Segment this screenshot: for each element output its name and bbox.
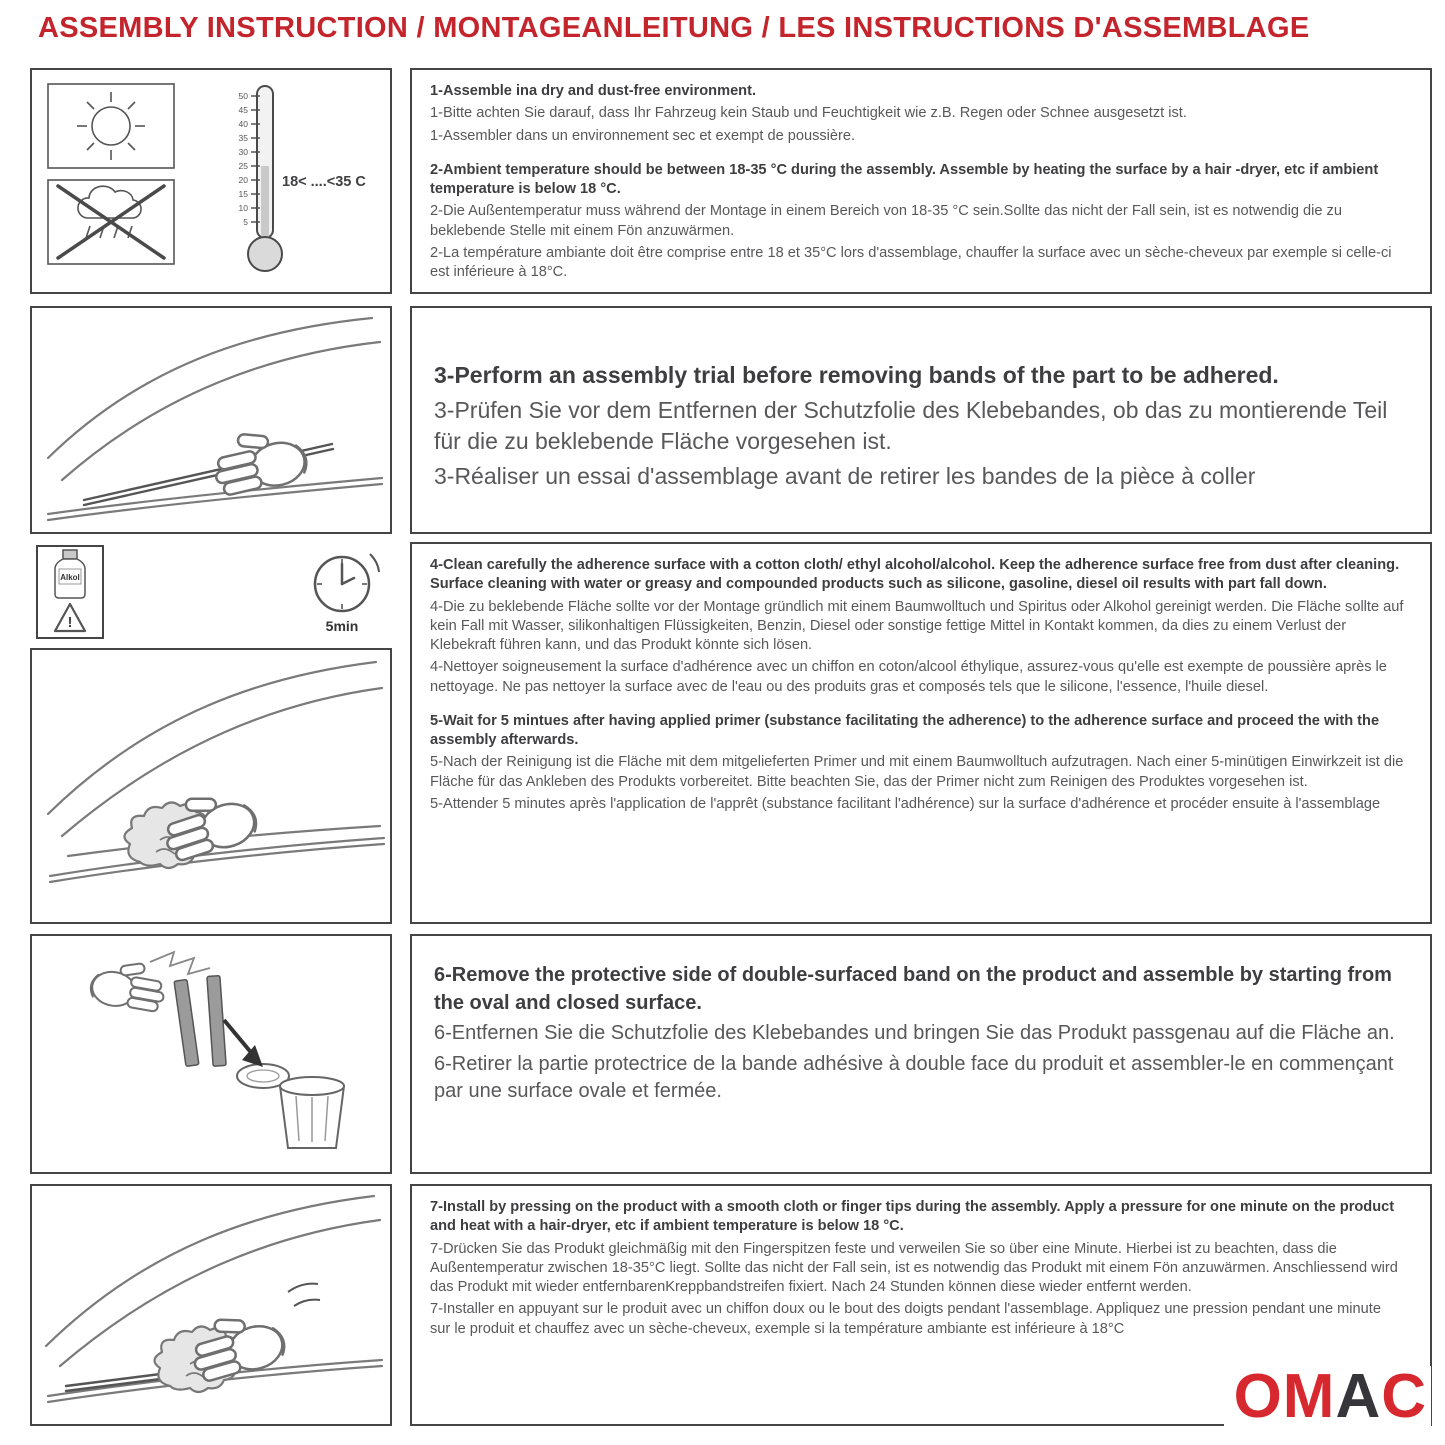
- sun-icon: [48, 84, 174, 168]
- illustration-remove-band: [30, 934, 392, 1174]
- therm-tick: 15: [238, 189, 248, 199]
- step-1-fr: 1-Assembler dans un environnement sec et exempt de poussière.: [430, 127, 856, 144]
- illustration-press: [30, 1184, 392, 1426]
- hand-icon: [88, 955, 168, 1014]
- step-5-de: 5-Nach der Reinigung ist die Fläche mit dem mitgelieferten Primer und mit einem Baumwolltuch aufzutragen. Nach einer 5-minütigen Einwirkzeit ist die Fläche für das Ankleben des Produkts vorbereitet. Bitte beachten Sie, das der Primer nicht zum Reinigen des Produktes vorgesehen ist.: [430, 754, 1404, 790]
- pressing-motion-lines: [288, 1284, 320, 1306]
- adhesive-strips: [174, 976, 226, 1067]
- car-door-frame: [48, 318, 382, 520]
- step-3-de: 3-Prüfen Sie vor dem Entfernen der Schutzfolie des Klebebandes, ob das zu montierende Teil für die zu beklebende Fläche vorgesehen ist.: [434, 396, 1388, 455]
- illustration-cleaning: [30, 648, 392, 924]
- step-7-fr: 7-Installer en appuyant sur le produit avec un chiffon doux ou le bout des doigts pendant l'assemblage. Appliquez une pression pendant une minute sur le produit et chauffez avec un sèche-cheveux, exemple si la température ambiante est inférieure à 18°C: [430, 1301, 1381, 1337]
- illustration-environment: [30, 68, 392, 294]
- step-2-de: 2-Die Außentemperatur muss während der Montage in einem Bereich von 18-35 °C sein.Sollte das nicht der Fall sein, ist es notwendig die zu beklebende Stelle mit einem Fön anzuwärmen.: [430, 203, 1342, 239]
- page-title: ASSEMBLY INSTRUCTION / MONTAGEANLEITUNG / LES INSTRUCTIONS D'ASSEMBLAGE: [38, 12, 1310, 44]
- brand-logo: [1224, 1362, 1431, 1431]
- section-steps-4-5: [410, 542, 1432, 924]
- trash-icon: [280, 1077, 344, 1148]
- step-7-en: 7-Install by pressing on the product with a smooth cloth or finger tips during the assembly. Apply a pressure for one minute on the product and heat with a hair-dryer, etc if ambient temperature is below 18 °C.: [430, 1199, 1395, 1235]
- logo-letter-c: C: [1381, 1362, 1427, 1431]
- step-2-fr: 2-La température ambiante doit être comprise entre 18 et 35°C lors d'assemblage, chauffer la surface avec un sèche-cheveux par exemple si celle-ci est inférieure à 18°C.: [430, 244, 1392, 280]
- step-4-fr: 4-Nettoyer soigneusement la surface d'adhérence avec un chiffon en coton/alcool éthylique, assurez-vous qu'elle est exempte de poussière après le nettoyage. Ne pas nettoyer la surface avec de l'eau ou des produits gras et composés tels que le silicone, l'essence, l'huile diesel.: [430, 659, 1387, 695]
- warning-mark: !: [67, 614, 73, 631]
- therm-tick: 10: [238, 203, 248, 213]
- thermometer-icon: [239, 86, 367, 271]
- step-5-en: 5-Wait for 5 mintues after having applied primer (substance facilitating the adherence) to the adherence surface and proceed the with the assembly afterwards.: [430, 712, 1380, 748]
- step-6-en: 6-Remove the protective side of double-surfaced band on the product and assemble by starting from the oval and closed surface.: [434, 964, 1392, 1014]
- illustration-alcohol: [36, 545, 104, 639]
- warning-icon: [55, 604, 85, 631]
- step-6-fr: 6-Retirer la partie protectrice de la bande adhésive à double face du produit et assembler-le en commençant par une surface ovale et fermée.: [434, 1052, 1394, 1103]
- temperature-range-label: 18< ....<35 C: [282, 174, 366, 190]
- step-3-fr: 3-Réaliser un essai d'assemblage avant de retirer les bandes de la pièce à coller: [434, 463, 1256, 490]
- section-step-6: [410, 934, 1432, 1174]
- step-5-fr: 5-Attender 5 minutes après l'application de l'apprêt (substance facilitant l'adhérence) sur la surface d'adhérence et procéder ensuite à l'assemblage: [430, 795, 1381, 812]
- clock-label: 5min: [325, 618, 359, 634]
- therm-tick: 25: [238, 161, 248, 171]
- therm-tick: 40: [238, 119, 248, 129]
- illustration-assembly-trial: [30, 306, 392, 534]
- therm-tick: 30: [238, 147, 248, 157]
- clock-icon: [315, 554, 379, 611]
- no-rain-icon: [48, 180, 174, 264]
- arrow-icon: [224, 1020, 263, 1067]
- step-3-en: 3-Perform an assembly trial before removing bands of the part to be adhered.: [434, 362, 1279, 388]
- therm-tick: 45: [238, 105, 248, 115]
- therm-tick: 5: [243, 217, 248, 227]
- step-1-en: 1-Assemble ina dry and dust-free environment.: [430, 83, 757, 99]
- alcohol-bottle-icon: [55, 550, 85, 598]
- step-4-de: 4-Die zu beklebende Fläche sollte vor der Montage gründlich mit einem Baumwolltuch und Spiritus oder Alkohol gereinigt werden. Die Fläche sollte auf kein Fall mit Wasser, silikonhaltigen Flüssigkeiten, Benzin, Diesel oder sonstige fettige Mittel in Kontakt kommen, da dies zu einem Verlust der Klebekraft führen kann, und das Produkt könnte sich lösen.: [430, 598, 1404, 653]
- step-6-de: 6-Entfernen Sie die Schutzfolie des Klebebandes und bringen Sie das Produkt passgenau auf die Fläche an.: [434, 1022, 1395, 1045]
- car-door-frame: [48, 662, 384, 882]
- protective-film: [150, 952, 210, 974]
- therm-tick: 50: [238, 91, 248, 101]
- step-4-en: 4-Clean carefully the adherence surface with a cotton cloth/ ethyl alcohol/alcohol. Keep the adherence surface free from dust after cleaning. Surface cleaning with water or greasy and compounded products such as silicone, gasoline, diesel oil results with part fall down.: [430, 557, 1400, 593]
- section-steps-1-2: [410, 68, 1432, 294]
- logo-letter-a: A: [1335, 1362, 1382, 1431]
- step-1-de: 1-Bitte achten Sie darauf, dass Ihr Fahrzeug kein Staub und Feuchtigkeit wie z.B. Regen oder Schnee ausgesetzt ist.: [430, 105, 1187, 122]
- alcohol-label: Alkol: [60, 573, 80, 582]
- section-step-3: [410, 306, 1432, 534]
- therm-tick: 20: [238, 175, 248, 185]
- step-7-de: 7-Drücken Sie das Produkt gleichmäßig mit den Fingerspitzen feste und verweilen Sie so über eine Minute. Hierbei ist zu beachten, dass die Außentemperatur zwischen 18-35°C liegt. Sollte das nicht der Fall sein, ist es notwendig das Produkt mit einem Fön anzuwärmen. Anschliessend wird das Produkt mit wieder entfernbarenKreppbandstreifen fixiert. Nach 24 Stunden können diese wieder entfernt werden.: [430, 1240, 1398, 1295]
- step-2-en: 2-Ambient temperature should be between 18-35 °C during the assembly. Assemble by heating the surface by a hair -dryer, etc if ambient temperature is below 18 °C.: [430, 161, 1379, 197]
- therm-tick: 35: [238, 133, 248, 143]
- illustration-wait-time: [296, 548, 388, 636]
- logo-letters-om: OM: [1233, 1362, 1336, 1431]
